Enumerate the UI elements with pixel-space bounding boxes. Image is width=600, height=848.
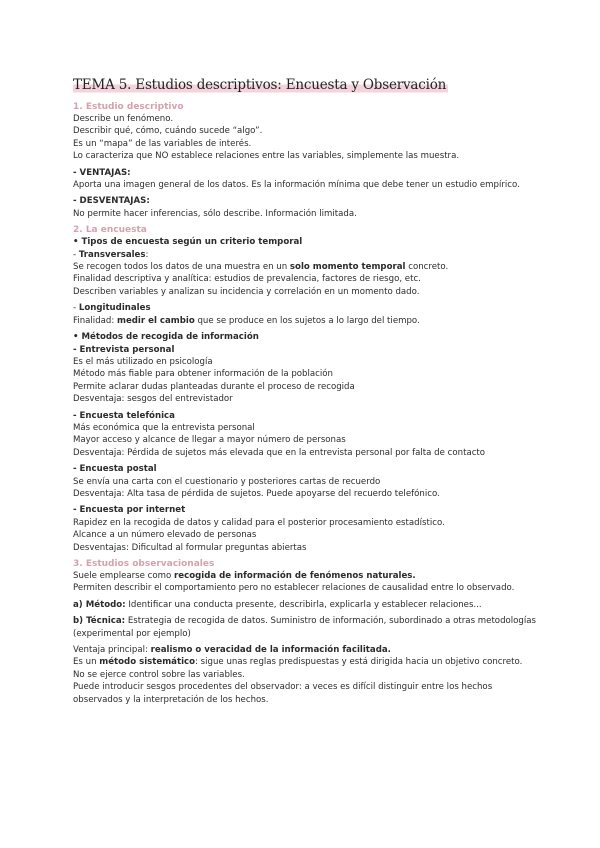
- metodo-text: Identificar una conducta presente, describirla, explicarla y establecer relaciones...: [125, 599, 482, 610]
- s1-line-3: Es un “mapa” de las variables de interés.: [73, 138, 252, 149]
- section-2-heading: 2. La encuesta: [73, 225, 147, 236]
- telefonica-heading: - Encuesta telefónica: [73, 410, 175, 421]
- transversales-colon: :: [145, 249, 149, 260]
- s3-line-2: Permiten describir el comportamiento pero no establecer relaciones de causalidad entre lo observado.: [73, 583, 515, 594]
- title-wrap: [73, 74, 540, 94]
- longitudinales-label: Longitudinales: [78, 303, 151, 314]
- sistematico-c: : sigue unas reglas predispuestas y está dirigida hacia un objetivo concreto.: [195, 657, 523, 668]
- s1-line-1: Describe un fenómeno.: [73, 114, 174, 124]
- internet-line-2: Alcance a un número elevado de personas: [73, 530, 257, 541]
- telefonica-line-1: Más económica que la entrevista personal: [73, 422, 255, 433]
- postal-heading: - Encuesta postal: [73, 464, 157, 475]
- ventaja-principal-line: [73, 644, 540, 656]
- transversales-line-1: [73, 261, 540, 273]
- transversales-line-3: Describen variables y analizan su incidencia y correlación en un momento dado.: [73, 286, 420, 297]
- tipos-heading: • Tipos de encuesta según un criterio temporal: [73, 237, 303, 248]
- sistematico-line: [73, 656, 540, 668]
- long-l1-b: medir el cambio: [117, 315, 195, 326]
- trans-l1-b: solo momento temporal: [289, 262, 406, 273]
- tecnica-label: b) Técnica:: [73, 616, 126, 627]
- s1-line-2: Describir qué, cómo, cuándo sucede “algo”.: [73, 126, 263, 137]
- desventajas-heading: - DESVENTAJAS:: [73, 196, 150, 207]
- personal-line-1: Es el más utilizado en psicología: [73, 356, 213, 367]
- sesgos-line: Puede introducir sesgos procedentes del observador: a veces es difícil distinguir entre los hechos observados y la interpretación de los hechos.: [73, 682, 493, 705]
- trans-l1-a: Se recogen todos los datos de una muestra en un: [73, 262, 290, 273]
- internet-line-3: Desventajas: Dificultad al formular preguntas abiertas: [73, 542, 307, 553]
- longitudinales-prefix: -: [73, 303, 79, 314]
- control-line: No se ejerce control sobre las variables.: [73, 669, 245, 680]
- desventajas-text: No permite hacer inferencias, sólo describe. Información limitada.: [73, 208, 357, 219]
- ventaja-a: Ventaja principal:: [73, 645, 151, 656]
- transversales-prefix: -: [73, 249, 79, 260]
- long-l1-a: Finalidad:: [73, 315, 117, 326]
- transversales-heading: [73, 249, 540, 261]
- sistematico-a: Es un: [73, 657, 100, 668]
- postal-line-2: Desventaja: Alta tasa de pérdida de sujetos. Puede apoyarse del recuerdo telefónico.: [73, 488, 440, 499]
- longitudinales-heading: [73, 302, 540, 314]
- metodo-line: [73, 599, 540, 611]
- transversales-label: Transversales: [78, 249, 146, 260]
- transversales-line-2: Finalidad descriptiva y analítica: estudios de prevalencia, factores de riesgo, etc.: [73, 274, 421, 285]
- personal-heading: - Entrevista personal: [73, 344, 175, 355]
- s3-l1-b: recogida de información de fenómenos naturales.: [174, 571, 416, 581]
- section-1-heading: 1. Estudio descriptivo: [73, 102, 184, 112]
- section-3-heading: 3. Estudios observacionales: [73, 559, 215, 569]
- metodo-label: a) Método:: [73, 599, 126, 610]
- s1-line-4: Lo caracteriza que NO establece relaciones entre las variables, simplemente las muestra.: [73, 151, 460, 162]
- trans-l1-c: concreto.: [405, 262, 449, 273]
- s3-line-1: [73, 570, 540, 582]
- long-l1-c: que se produce en los sujetos a lo largo del tiempo.: [194, 315, 420, 326]
- internet-heading: - Encuesta por internet: [73, 505, 186, 516]
- internet-line-1: Rapidez en la recogida de datos y calidad para el posterior procesamiento estadístico.: [73, 517, 445, 528]
- longitudinales-line-1: [73, 315, 540, 327]
- s3-l1-a: Suele emplearse como: [73, 571, 175, 581]
- telefonica-line-2: Mayor acceso y alcance de llegar a mayor número de personas: [73, 435, 346, 446]
- personal-line-2: Método más fiable para obtener información de la población: [73, 369, 333, 380]
- personal-line-3: Permite aclarar dudas planteadas durante el proceso de recogida: [73, 381, 355, 392]
- telefonica-line-3: Desventaja: Pérdida de sujetos más elevada que en la entrevista personal por falta de contacto: [73, 447, 486, 458]
- page-title: TEMA 5. Estudios descriptivos: Encuesta y Observación: [73, 77, 447, 93]
- postal-line-1: Se envía una carta con el cuestionario y posteriores cartas de recuerdo: [73, 476, 381, 487]
- metodos-heading: • Métodos de recogida de información: [73, 332, 259, 343]
- ventaja-b: realismo o veracidad de la información facilitada.: [150, 645, 391, 656]
- ventajas-text: Aporta una imagen general de los datos. Es la información mínima que debe tener un estudio empírico.: [73, 180, 520, 191]
- personal-line-4: Desventaja: sesgos del entrevistador: [73, 394, 233, 405]
- tecnica-line: [73, 615, 540, 640]
- tecnica-text: Estrategia de recogida de datos. Suministro de información, subordinado a otras metodologías (experimental por ejemplo): [73, 616, 537, 639]
- ventajas-heading: - VENTAJAS:: [73, 167, 131, 178]
- sistematico-b: método sistemático: [99, 657, 196, 668]
